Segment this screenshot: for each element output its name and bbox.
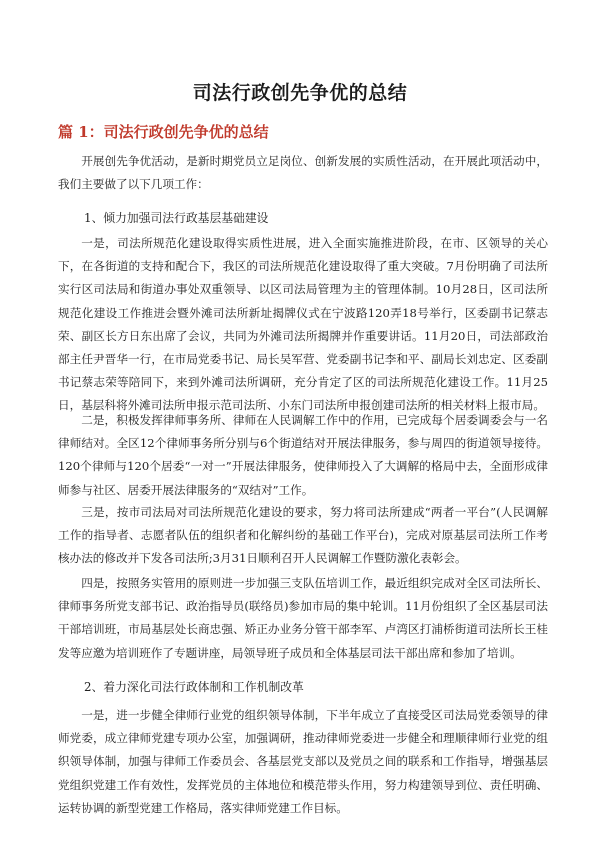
- document-title: 司法行政创先争优的总结: [192, 82, 408, 104]
- paragraph-1: 一是，司法所规范化建设取得实质性进展，进入全面实施推进阶段，在市、区领导的关心下，在各街道的支持和配合下，我区的司法所规范化建设取得了重大突破。7月份明确了司法所实行区司法局和街道办事处双重领导、以区司法局管理为主的管理体制。10月28日，区司法所规范化建设工作推进会暨外滩司法所新址揭牌仪式在宁波路120弄18号举行，区委副书记蔡志荣、副区长方日东出席了会议，共同为外滩司法所揭牌并作重要讲话。11月20日，司法部政治部主任尹晋华一行，在市局党委书记、局长吴军营、党委副书记李和平、副局长刘忠定、区委副书记蔡志荣等陪同下，来到外滩司法所调研，充分肯定了区的司法所规范化建设工作。11月25日，基层科将外滩司法所申报示范司法所、小东门司法所申报创建司法所的相关材料上报市局。: [58, 236, 548, 413]
- section-2-title: 2、着力深化司法行政体制和工作机制改革: [84, 680, 304, 694]
- paragraph-5: 一是，进一步健全律师行业党的组织领导体制，下半年成立了直接受区司法局党委领导的律师党委，成立律师党建专项办公室，加强调研，推动律师党委进一步健全和理顺律师行业党的组织领导体制，加强与律师工作委员会、各基层党支部以及党员之间的联系和工作指导，增强基层党组织党建工作有效性，发挥党员的主体地位和模范带头作用，努力构建领导到位、责任明确、运转协调的新型党建工作格局，落实律师党建工作目标。: [58, 708, 548, 815]
- paragraph-2: 二是，积极发挥律师事务所、律师在人民调解工作中的作用，已完成每个居委调委会与一名律师结对。全区12个律师事务所分别与6个街道结对开展法律服务，参与周四的街道领导接待。120个律师与120个居委“一对一”开展法律服务，使律师投入了大调解的格局中去，全面形成律师参与社区、居委开展法律服务的“双结对”工作。: [58, 413, 548, 497]
- section-heading: 篇 1：司法行政创先争优的总结: [58, 123, 269, 141]
- paragraph-4: 四是，按照务实管用的原则进一步加强三支队伍培训工作，最近组织完成对全区司法所长、律师事务所党支部书记、政治指导员(联络员)参加市局的集中轮训。11月份组织了全区基层司法干部培训班，市局基层处长商忠强、矫正办业务分管干部李军、卢湾区打浦桥街道司法所长王桂发等应邀为培训班作了专题讲座，局领导班子成员和全体基层司法干部出席和参加了培训。: [58, 576, 548, 660]
- paragraph-3: 三是，按市司法局对司法所规范化建设的要求，努力将司法所建成“两者一平台”(人民调解工作的指导者、志愿者队伍的组织者和化解纠纷的基础工作平台)，完成对原基层司法所工作考核办法的修改并下发各司法所;3月31日顺利召开人民调解工作暨防激化表彰会。: [58, 505, 548, 566]
- section-1-title: 1、倾力加强司法行政基层基础建设: [84, 211, 269, 225]
- intro-paragraph: 开展创先争优活动，是新时期党员立足岗位、创新发展的实质性活动，在开展此项活动中，我们主要做了以下几项工作：: [58, 154, 548, 192]
